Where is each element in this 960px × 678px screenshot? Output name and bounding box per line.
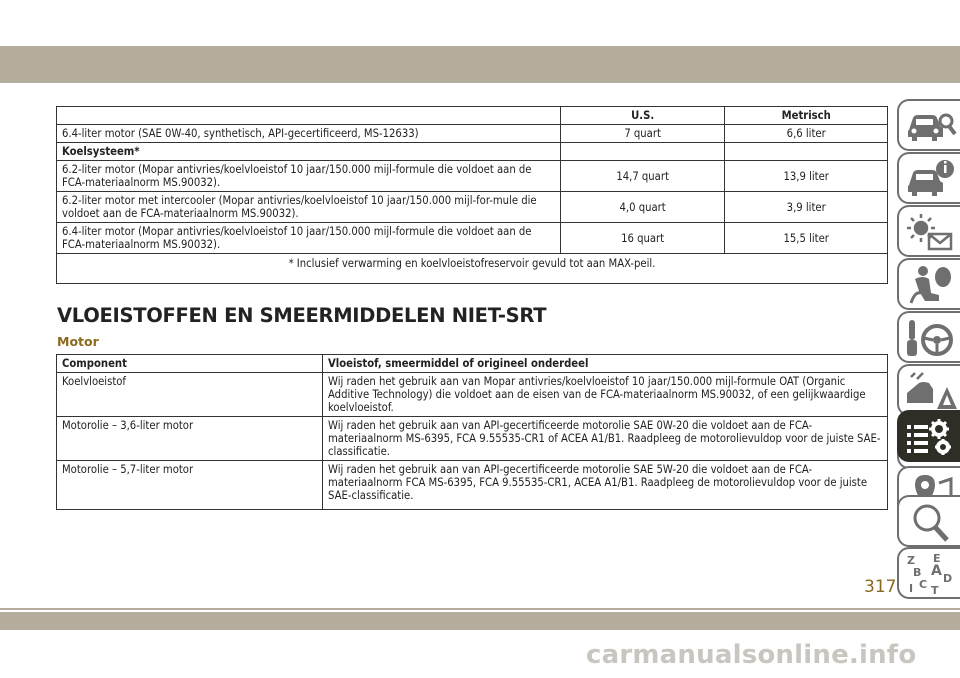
table-row <box>57 125 888 143</box>
row-us: 4,0 quart <box>560 192 725 223</box>
index-letter: D <box>943 572 953 585</box>
row-us <box>560 143 725 161</box>
row-us: 7 quart <box>560 125 725 143</box>
row-metric: 6,6 liter <box>725 125 888 143</box>
table-footnote: * Inclusief verwarming en koelvloeistofreservoir gevuld tot aan MAX-peil. <box>57 254 888 284</box>
page-number: 317 <box>864 577 897 597</box>
footer-line <box>0 608 960 610</box>
section-title: VLOEISTOFFEN EN SMEERMIDDELEN NIET-SRT <box>57 304 547 327</box>
capacity-table <box>56 106 888 284</box>
header-component: Component <box>57 355 323 373</box>
row-item: 6.4-liter motor (Mopar antivries/koelvloeistof 10 jaar/150.000 mijl-formule die voldoet aan de FCA-materiaalnorm MS.90032). <box>57 223 561 254</box>
row-metric: 15,5 liter <box>725 223 888 254</box>
table-row <box>57 461 888 510</box>
row-component: Motorolie – 5,7-liter motor <box>57 461 323 510</box>
row-us: 14,7 quart <box>560 161 725 192</box>
subsection-title: Motor <box>57 334 99 349</box>
car-search-icon[interactable] <box>897 99 960 151</box>
table-header-row <box>57 355 888 373</box>
row-component: Koelvloeistof <box>57 373 323 417</box>
car-info-icon[interactable] <box>897 152 960 204</box>
index-letter: I <box>909 582 914 595</box>
header-fluid: Vloeistof, smeermiddel of origineel onderdeel <box>323 355 888 373</box>
table-header-row <box>57 107 888 125</box>
fluids-table <box>56 354 888 510</box>
index-letter: Z <box>907 554 915 567</box>
steering-ignition-icon[interactable] <box>897 311 960 363</box>
index-letter: C <box>919 578 928 591</box>
search-index-icon[interactable] <box>897 495 960 547</box>
row-item: 6.2-liter motor (Mopar antivries/koelvloeistof 10 jaar/150.000 mijl-formule die voldoet aan de FCA-materiaalnorm MS.90032). <box>57 161 561 192</box>
watermark: carmanualsonline.info <box>586 640 917 670</box>
emergency-triangle-icon[interactable] <box>897 364 960 416</box>
row-fluid: Wij raden het gebruik aan van API-gecertificeerde motorolie SAE 5W-20 die voldoet aan de FCA-materiaalnorm FCA MS-6395, FCA 9.55535-CR1, ACEA A1/B1. Raadpleeg de motorolievuldop voor de juiste SAE-classificatie. <box>323 461 888 510</box>
row-metric: 3,9 liter <box>725 192 888 223</box>
header-us: U.S. <box>560 107 725 125</box>
index-letter: B <box>913 566 922 579</box>
table-row <box>57 417 888 461</box>
row-metric <box>725 143 888 161</box>
row-item: Koelsysteem* <box>57 143 561 161</box>
index-letter: A <box>931 563 942 579</box>
table-row <box>57 373 888 417</box>
row-component: Motorolie – 3,6-liter motor <box>57 417 323 461</box>
table-row <box>57 223 888 254</box>
row-fluid: Wij raden het gebruik aan van API-gecertificeerde motorolie SAE 0W-20 die voldoet aan de FCA-materiaalnorm MS-6395, FCA 9.55535-CR1 of ACEA A1/B1. Raadpleeg de motorolievuldop voor de juiste SAE-classificatie. <box>323 417 888 461</box>
row-item: 6.2-liter motor met intercooler (Mopar antivries/koelvloeistof 10 jaar/150.000 mijl-for-mule die voldoet aan de FCA-materiaalnorm MS.90032). <box>57 192 561 223</box>
row-fluid: Wij raden het gebruik aan van Mopar antivries/koelvloeistof 10 jaar/150.000 mijl-formule OAT (Organic Additive Technology) die voldoet aan de eisen van de FCA-materiaalnorm MS.90032, of een gelijkwaardige koelvloeistof. <box>323 373 888 417</box>
warning-lights-icon[interactable] <box>897 205 960 257</box>
table-row <box>57 143 888 161</box>
specifications-icon[interactable] <box>897 410 960 462</box>
index-letter: E <box>933 552 941 565</box>
index-letter: T <box>931 584 939 596</box>
row-us: 16 quart <box>560 223 725 254</box>
header-blank <box>57 107 561 125</box>
header-metric: Metrisch <box>725 107 888 125</box>
table-row <box>57 192 888 223</box>
table-row <box>57 161 888 192</box>
footer-band <box>0 612 960 630</box>
alphabet-index-icon[interactable] <box>897 547 960 599</box>
header-band <box>0 46 960 80</box>
table-footnote-row <box>57 254 888 284</box>
row-metric: 13,9 liter <box>725 161 888 192</box>
row-item: 6.4-liter motor (SAE 0W-40, synthetisch, API-gecertificeerd, MS-12633) <box>57 125 561 143</box>
airbag-seat-icon[interactable] <box>897 258 960 310</box>
